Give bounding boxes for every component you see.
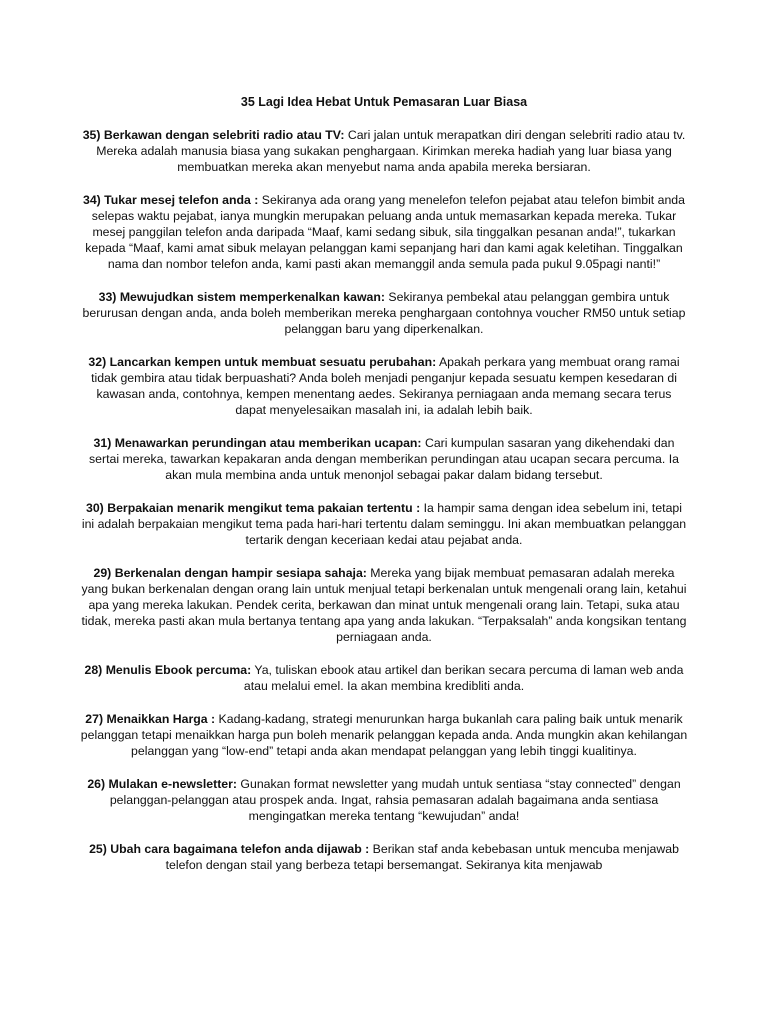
section-31 (80, 435, 688, 483)
section-33 (80, 289, 688, 337)
section-heading: 26) Mulakan e-newsletter: (87, 777, 238, 791)
section-body: Cari jalan untuk merapatkan diri dengan selebriti radio atau tv. Mereka adalah manusia biasa yang sukakan penghargaan. Kirimkan mereka hadiah yang luar biasa yang membuatkan mereka akan menyebut nama anda apabila mereka bersiaran. (96, 128, 686, 174)
section-heading: 29) Berkenalan dengan hampir sesiapa sahaja: (93, 566, 367, 580)
section-body: Gunakan format newsletter yang mudah untuk sentiasa “stay connected” dengan pelanggan-pelanggan atau prospek anda. Ingat, rahsia pemasaran adalah bagaimana anda sentiasa mengingatkan mereka tentang “kewujudan” anda! (109, 777, 681, 823)
section-heading: 31) Menawarkan perundingan atau memberikan ucapan: (93, 436, 422, 450)
section-29 (80, 565, 688, 645)
section-heading: 30) Berpakaian menarik mengikut tema pakaian tertentu : (86, 501, 421, 515)
section-body: Cari kumpulan sasaran yang dikehendaki dan sertai mereka, tawarkan kepakaran anda dengan memberikan perundingan atau ucapan secara percuma. Ia akan mula membina anda untuk menonjol sebagai pakar dalam bidang tersebut. (89, 436, 679, 482)
section-heading: 25) Ubah cara bagaimana telefon anda dijawab : (89, 842, 370, 856)
section-body: Berikan staf anda kebebasan untuk mencuba menjawab telefon dengan stail yang berbeza tetapi bersemangat. Sekiranya kita menjawab (165, 842, 679, 872)
section-heading: 35) Berkawan dengan selebriti radio atau TV: (82, 128, 345, 142)
section-body: Sekiranya ada orang yang menelefon telefon pejabat atau telefon bimbit anda selepas waktu pejabat, ianya mungkin merupakan peluang anda untuk memasarkan kepada mereka. Tukar mesej panggilan telefon anda daripada “Maaf, kami sedang sibuk, sila tinggalkan pesanan anda!”, tukarkan kepada “Maaf, kami amat sibuk melayan pelanggan kami sepanjang hari dan kami agak keletihan. Tinggalkan nama dan nombor telefon anda, kami pasti akan memanggil anda semula pada pukul 9.05pagi nanti!” (85, 193, 685, 271)
section-28 (80, 662, 688, 694)
section-body: Sekiranya pembekal atau pelanggan gembira untuk berurusan dengan anda, anda boleh memberikan mereka penghargaan contohnya voucher RM50 untuk setiap pelanggan baru yang diperkenalkan. (82, 290, 686, 336)
section-heading: 33) Mewujudkan sistem memperkenalkan kawan: (98, 290, 385, 304)
section-27 (80, 711, 688, 759)
section-34 (80, 192, 688, 272)
section-26 (80, 776, 688, 824)
section-body: Ia hampir sama dengan idea sebelum ini, tetapi ini adalah berpakaian mengikut tema pada hari-hari tertentu dalam seminggu. Ini akan membuatkan pelanggan tertarik dengan keceriaan kedai atau pejabat anda. (81, 501, 687, 547)
section-body: Mereka yang bijak membuat pemasaran adalah mereka yang bukan berkenalan dengan orang lain untuk menjual tetapi berkenalan untuk mengenali orang lain, ketahui apa yang mereka lakukan. Pendek cerita, berkawan dan minat untuk mengenali orang lain. Tetapi, suka atau tidak, mereka pasti akan mula bertanya tentang apa yang anda lakukan. “Terpaksalah” anda kongsikan tentang perniagaan anda. (81, 566, 687, 644)
section-heading: 27) Menaikkan Harga : (85, 712, 216, 726)
section-body: Kadang-kadang, strategi menurunkan harga bukanlah cara paling baik untuk menarik pelanggan tetapi menaikkan harga pun boleh menarik pelanggan kepada anda. Anda mungkin akan kehilangan pelanggan yang “low-end” tetapi anda akan mendapat pelanggan yang lebih tinggi kualitinya. (80, 712, 688, 758)
section-body: Ya, tuliskan ebook atau artikel dan berikan secara percuma di laman web anda atau melalui emel. Ia akan membina kredibliti anda. (243, 663, 684, 693)
section-body: Apakah perkara yang membuat orang ramai tidak gembira atau tidak berpuashati? Anda boleh menjadi penganjur kepada sesuatu kempen kesedaran di kawasan anda, contohnya, kempen menentang aedes. Sekiranya perniagaan anda memang secara terus dapat menyelesaikan masalah ini, ia adalah lebih baik. (91, 355, 680, 417)
section-heading: 34) Tukar mesej telefon anda : (82, 193, 259, 207)
section-35 (80, 127, 688, 175)
section-heading: 28) Menulis Ebook percuma: (84, 663, 252, 677)
section-32 (80, 354, 688, 418)
section-heading: 32) Lancarkan kempen untuk membuat sesuatu perubahan: (88, 355, 437, 369)
section-25 (80, 841, 688, 873)
document-title: 35 Lagi Idea Hebat Untuk Pemasaran Luar Biasa (240, 95, 528, 109)
section-30 (80, 500, 688, 548)
